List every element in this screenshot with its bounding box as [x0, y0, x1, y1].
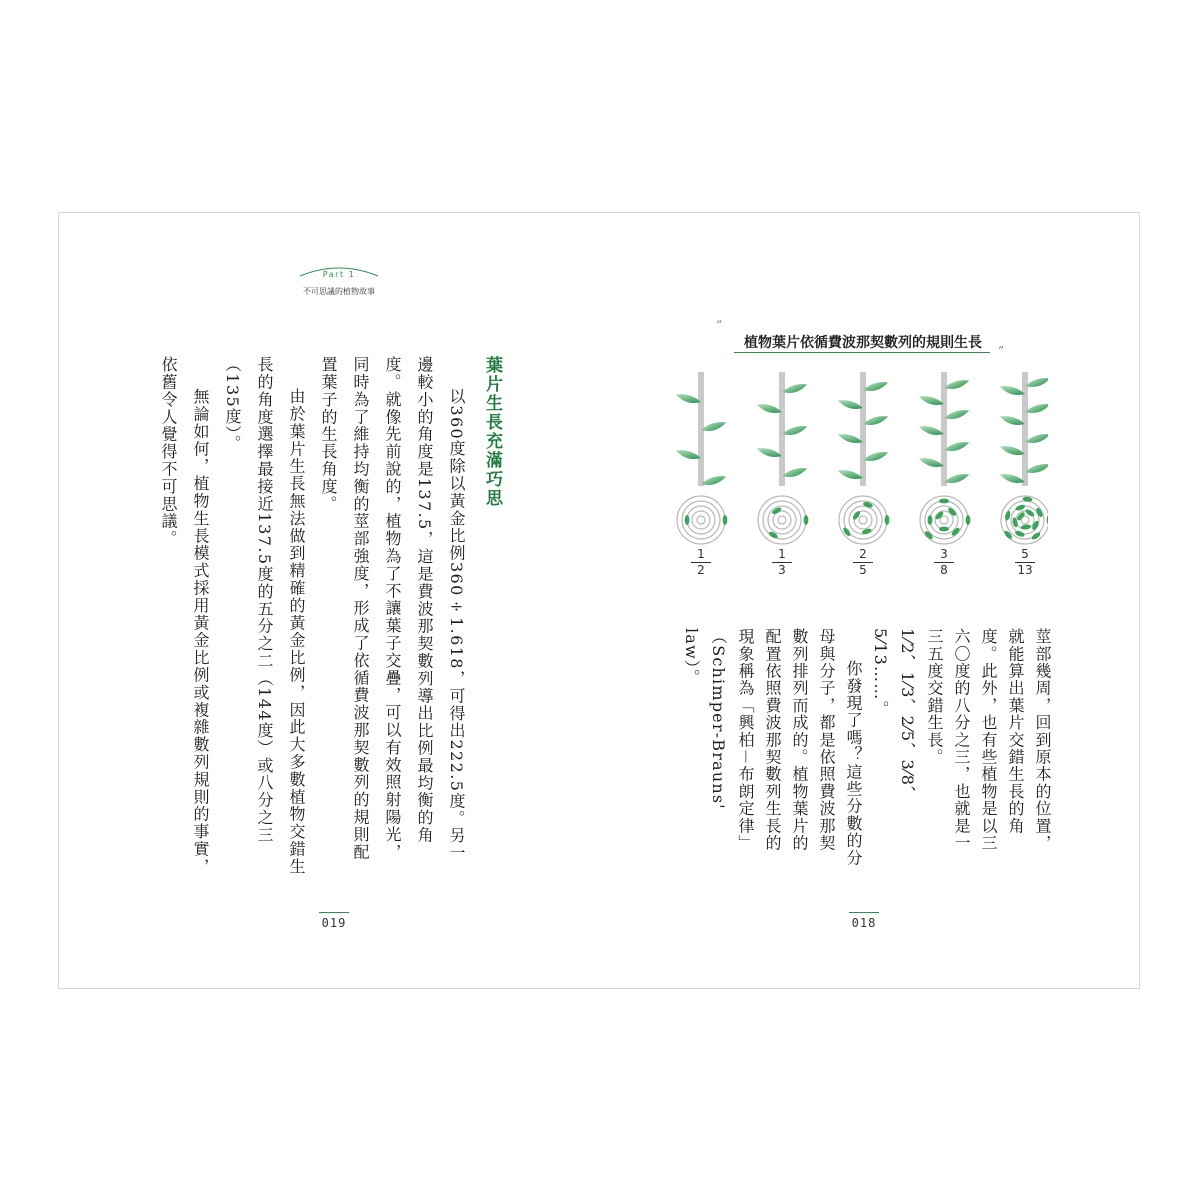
spiral-ring: [839, 496, 887, 544]
plant-2: [756, 372, 808, 486]
fraction-label: [686, 548, 716, 577]
figure-title: 植物葉片依循費波那契數列的規則生長: [744, 335, 982, 351]
fraction-label: [767, 548, 797, 577]
spiral-ring: [677, 496, 725, 544]
spiral-leaf-mark: [928, 515, 933, 525]
fraction-label: [1010, 548, 1040, 577]
spiral-ring: [849, 506, 877, 534]
spiral-leaf-mark: [939, 499, 949, 504]
spiral-leaf-mark: [1003, 530, 1013, 541]
plant-leaf: [756, 403, 783, 414]
plant-stem: [941, 372, 947, 486]
fraction-numerator: 1: [778, 547, 786, 561]
left-paragraph-1: 以360度除以黃金比例360÷1.618，可得出222.5度。另一邊較小的角度是137.5，這是費波那契數列導出比例最均衡的角度。就像先前說的，植物為了不讓葉子交疊，可以有效照射陽光，同時為了維持均衡的莖部強度，形成了依循費波那契數列的規則配置葉子的生長角度。: [319, 356, 466, 862]
fraction-label: [929, 548, 959, 577]
plant-leaf: [943, 409, 970, 420]
plant-leaf: [918, 395, 945, 406]
page-number-left-text: 019: [321, 916, 347, 930]
spiral-diagrams: [677, 496, 1048, 544]
spiral-ring: [859, 516, 867, 524]
figure-title-box: [722, 328, 1004, 354]
plant-stem: [779, 372, 785, 486]
plant-leaf: [999, 385, 1026, 396]
plant-leaf: [837, 469, 864, 480]
left-page-body: [159, 356, 472, 876]
plant-leaf: [918, 425, 945, 436]
fraction-denominator: 13: [1017, 563, 1033, 577]
fraction-denominator: 2: [697, 563, 705, 577]
plant-3: [837, 372, 889, 486]
plant-leaf: [756, 447, 783, 458]
plant-leaf: [781, 425, 808, 436]
spiral-leaf-mark: [885, 515, 890, 525]
plant-leaf: [999, 445, 1026, 456]
plant-leaf: [862, 451, 889, 462]
spiral-ring: [935, 511, 953, 529]
left-text-flow: [152, 356, 472, 876]
left-paragraph-2: 由於葉片生長無法做到精確的黃金比例，因此大多數植物交錯生長的角度選擇最接近137.5度的五分之二（144度）或八分之三（135度）。: [223, 356, 306, 876]
spiral-ring: [763, 501, 801, 539]
spiral-ring: [768, 506, 796, 534]
fraction-denominator: 3: [778, 563, 786, 577]
plant-leaf: [700, 475, 727, 486]
right-paragraph-1: 莖部幾周，回到原本的位置，就能算出葉片交錯生長的角度。此外，也有些植物是以三六〇度的八分之三，也就是一三五度交錯生長。: [925, 628, 1052, 852]
spiral-leaf-mark: [939, 527, 949, 532]
right-text-flow: [682, 628, 1056, 868]
page-number-rule: [849, 912, 879, 913]
fraction-numerator: 1: [697, 547, 705, 561]
phyllotaxis-figure: [668, 362, 1048, 548]
spiral-5: [1001, 496, 1048, 544]
fraction-numerator: 2: [859, 547, 867, 561]
plant-stem: [1022, 372, 1028, 486]
fraction-numerator: 5: [1021, 547, 1029, 561]
spiral-ring: [687, 506, 715, 534]
spiral-leaf-mark: [685, 515, 690, 525]
page-number-rule: [319, 912, 349, 913]
right-paragraph-3: 你發現了嗎？這些分數的分母與分子，都是依照費波那契數列排列而成的。植物葉片的配置依照費波那契數列生長的現象稱為「興柏－布朗定律」（Schimper-Brauns' law）。: [682, 628, 863, 867]
spiral-leaf-mark: [1015, 504, 1026, 512]
plant-leaf: [862, 415, 889, 426]
spiral-leaf-mark: [1004, 510, 1011, 521]
plant-leaf: [675, 393, 702, 404]
part-subtitle: 不可思議的植物故事: [303, 287, 375, 296]
plant-leaf: [837, 433, 864, 444]
plant-leaf: [999, 415, 1026, 426]
plant-illustrations: [675, 372, 1048, 486]
plant-leaf: [781, 467, 808, 478]
right-paragraph-2: 1⁄2、1⁄3、2⁄5、3⁄8、5⁄13……。: [871, 628, 917, 804]
spiral-3: [839, 496, 889, 544]
plant-leaf: [943, 473, 970, 484]
fraction-numerator: 3: [940, 547, 948, 561]
plant-leaf: [837, 399, 864, 410]
page-number-right: [844, 912, 884, 930]
page-number-left: [314, 912, 354, 930]
plant-leaf: [781, 383, 808, 394]
spiral-ring: [692, 511, 710, 529]
plant-5: [999, 372, 1048, 486]
part-label: Part 1: [322, 270, 356, 279]
plant-leaf: [675, 449, 702, 460]
section-heading: 葉片生長充滿巧思: [482, 356, 502, 508]
spiral-ring: [940, 516, 948, 524]
spiral-leaf-mark: [966, 515, 971, 525]
spiral-leaf-mark: [1047, 515, 1048, 525]
plant-1: [675, 372, 727, 486]
spiral-1: [677, 496, 727, 544]
plant-leaf: [700, 421, 727, 432]
plant-leaf: [943, 441, 970, 452]
fraction-denominator: 5: [859, 563, 867, 577]
fraction-denominator: 8: [940, 563, 948, 577]
left-paragraph-3: 無論如何，植物生長模式採用黃金比例或複雜數列規則的事實，依舊令人覺得不可思議。: [159, 356, 210, 876]
spiral-2: [758, 496, 808, 544]
figure-quote-open: “: [716, 318, 723, 332]
spiral-ring: [697, 516, 705, 524]
spiral-leaf-mark: [842, 526, 852, 537]
figure-quote-close: ”: [998, 344, 1005, 358]
spiral-4: [920, 496, 970, 544]
plant-leaf: [943, 379, 970, 390]
plant-4: [918, 372, 970, 486]
page-number-right-text: 018: [851, 916, 877, 930]
plant-leaf: [862, 381, 889, 392]
plant-leaf: [999, 473, 1026, 484]
plant-leaf: [918, 457, 945, 468]
spiral-leaf-mark: [723, 515, 728, 525]
spiral-leaf-mark: [804, 515, 809, 525]
fraction-label: [848, 548, 878, 577]
spiral-ring: [778, 516, 786, 524]
spiral-ring: [758, 496, 806, 544]
